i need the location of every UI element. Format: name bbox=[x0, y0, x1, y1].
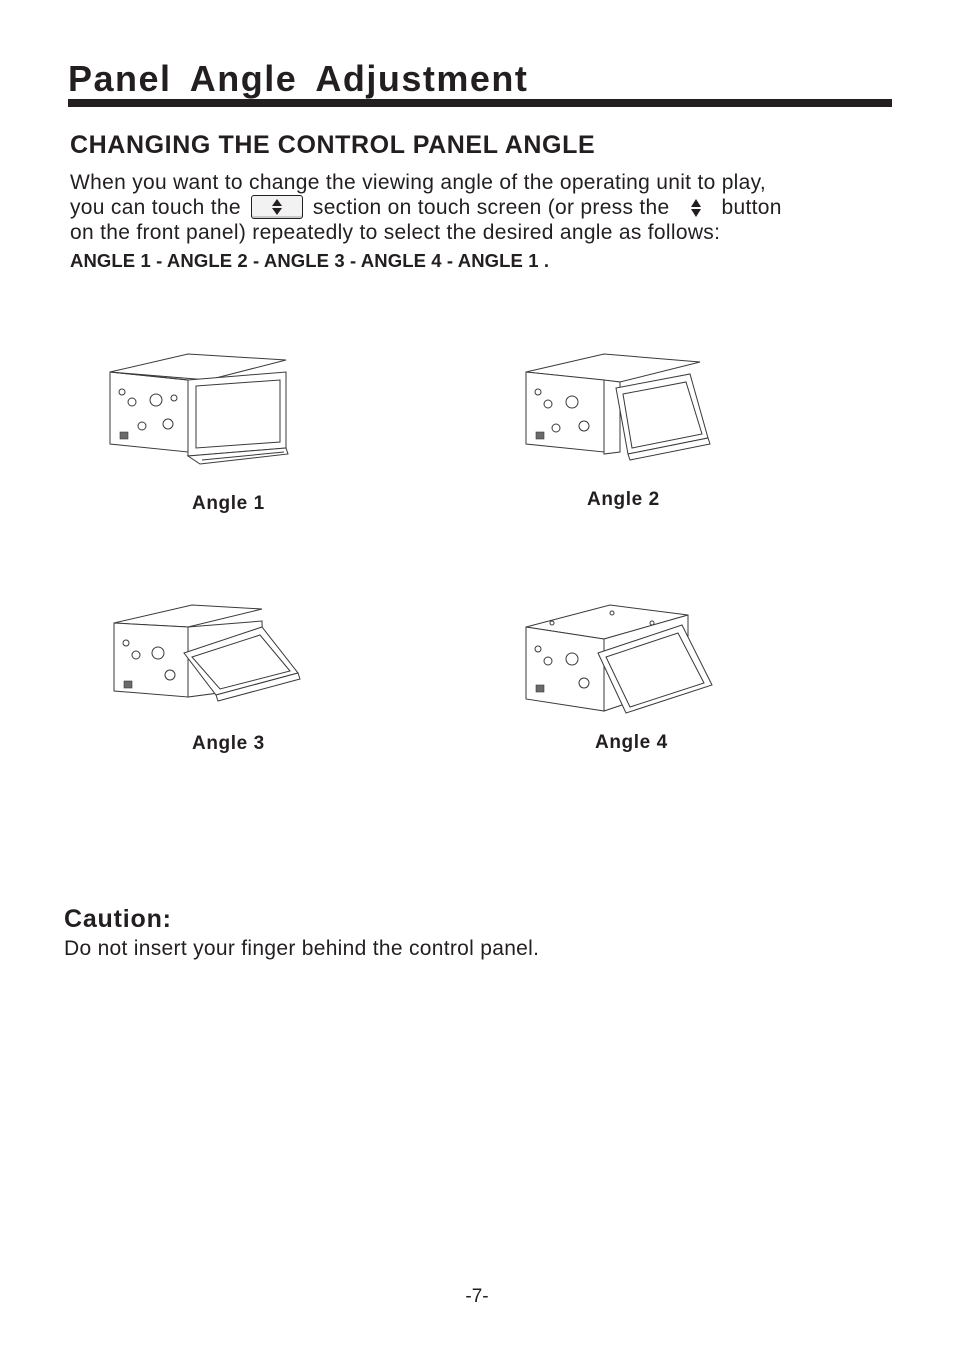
instructions-line-3: on the front panel) repeatedly to select the desired angle as follows: bbox=[70, 221, 721, 244]
caution-heading: Caution: bbox=[64, 905, 172, 933]
section-heading: CHANGING THE CONTROL PANEL ANGLE bbox=[70, 131, 596, 159]
head-unit-angle-4-illustration bbox=[522, 603, 716, 722]
head-unit-angle-3-illustration bbox=[112, 603, 302, 708]
angle-panel-button-icon bbox=[686, 197, 706, 219]
head-unit-angle-1-illustration bbox=[108, 352, 294, 473]
instructions-line-2-end: button bbox=[721, 196, 782, 219]
instructions-line-1: When you want to change the viewing angle of the operating unit to play, bbox=[70, 171, 766, 194]
page-title: Panel Angle Adjustment bbox=[68, 58, 529, 99]
title-underline bbox=[68, 99, 892, 107]
angle-touch-key-icon bbox=[251, 195, 303, 219]
caution-text: Do not insert your finger behind the control panel. bbox=[64, 937, 540, 960]
angle-sequence: ANGLE 1 - ANGLE 2 - ANGLE 3 - ANGLE 4 - ANGLE 1 . bbox=[70, 250, 550, 271]
angle-4-label: Angle 4 bbox=[595, 732, 668, 753]
angle-2-label: Angle 2 bbox=[587, 489, 660, 510]
instructions-line-2 bbox=[70, 195, 890, 220]
head-unit-angle-2-illustration bbox=[524, 352, 714, 469]
angle-1-label: Angle 1 bbox=[192, 493, 265, 514]
instructions-line-2-start: you can touch the bbox=[70, 196, 241, 219]
instructions-line-2-middle: section on touch screen (or press the bbox=[312, 196, 670, 219]
angle-3-label: Angle 3 bbox=[192, 733, 265, 754]
page-number: -7- bbox=[465, 1286, 489, 1307]
instructions-paragraph bbox=[70, 170, 890, 245]
